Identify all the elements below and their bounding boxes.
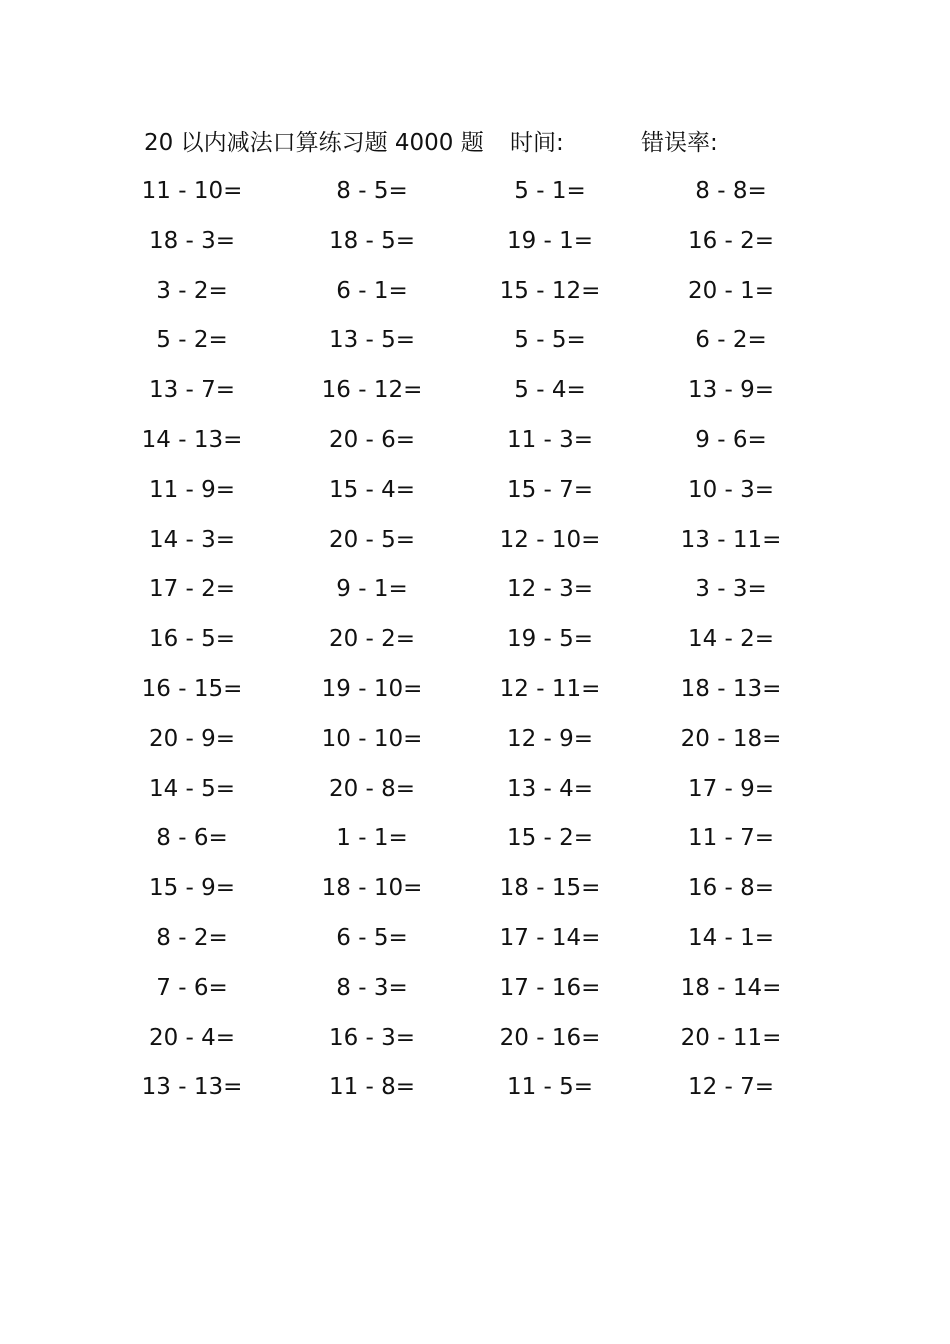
problem-row: [0, 570, 950, 620]
problem-item: 18 - 3=: [148, 227, 236, 254]
problem-row: [0, 421, 950, 471]
problem-row: [0, 819, 950, 869]
problem-item: 18 - 14=: [680, 974, 782, 1001]
problem-item: 14 - 3=: [148, 526, 236, 553]
problem-item: 10 - 10=: [321, 725, 423, 752]
problem-item: 14 - 5=: [148, 775, 236, 802]
problem-item: 20 - 9=: [148, 725, 236, 752]
problem-item: 7 - 6=: [156, 974, 228, 1001]
problem-item: 11 - 7=: [687, 825, 775, 852]
problem-item: 13 - 4=: [506, 775, 594, 802]
problem-row: [0, 869, 950, 919]
problem-item: 12 - 10=: [499, 526, 601, 553]
problem-item: 13 - 9=: [687, 377, 775, 404]
problem-item: 6 - 5=: [336, 924, 408, 951]
problem-item: 8 - 8=: [695, 178, 767, 204]
problem-item: 19 - 10=: [321, 675, 423, 702]
problem-item: 13 - 5=: [328, 327, 416, 354]
problem-item: 13 - 13=: [141, 1074, 243, 1101]
problem-item: 11 - 3=: [506, 426, 594, 453]
problem-row: [0, 272, 950, 322]
problem-row: [0, 969, 950, 1019]
problem-item: 20 - 18=: [680, 725, 782, 752]
problem-item: 19 - 1=: [506, 227, 594, 254]
problem-item: 6 - 2=: [695, 327, 767, 354]
problem-item: 14 - 2=: [687, 626, 775, 653]
problem-item: 12 - 9=: [506, 725, 594, 752]
problem-item: 5 - 5=: [514, 327, 586, 354]
problem-item: 16 - 3=: [328, 1024, 416, 1051]
problem-item: 5 - 4=: [514, 377, 586, 404]
problem-item: 17 - 9=: [687, 775, 775, 802]
problem-item: 1 - 1=: [336, 825, 408, 852]
problem-item: 11 - 10=: [141, 178, 243, 204]
problem-item: 18 - 13=: [680, 675, 782, 702]
problem-item: 15 - 7=: [506, 476, 594, 503]
problem-item: 11 - 9=: [148, 476, 236, 503]
problem-item: 15 - 4=: [328, 476, 416, 503]
problem-item: 14 - 13=: [141, 426, 243, 453]
problem-item: 16 - 12=: [321, 377, 423, 404]
problem-item: 3 - 2=: [156, 277, 228, 304]
problem-item: 20 - 4=: [148, 1024, 236, 1051]
problem-row: [0, 371, 950, 421]
problem-row: [0, 321, 950, 371]
problem-item: 12 - 3=: [506, 576, 594, 603]
problem-item: 9 - 1=: [336, 576, 408, 603]
problem-item: 20 - 11=: [680, 1024, 782, 1051]
worksheet-title: 20 以内减法口算练习题 4000 题: [144, 130, 484, 156]
problem-item: 18 - 10=: [321, 875, 423, 902]
problem-item: 3 - 3=: [695, 576, 767, 603]
problem-item: 14 - 1=: [687, 924, 775, 951]
problem-item: 20 - 2=: [328, 626, 416, 653]
problem-item: 18 - 5=: [328, 227, 416, 254]
problem-item: 15 - 9=: [148, 875, 236, 902]
problem-item: 5 - 1=: [514, 178, 586, 204]
problem-row: [0, 670, 950, 720]
problem-item: 16 - 2=: [687, 227, 775, 254]
problem-item: 16 - 15=: [141, 675, 243, 702]
problem-row: [0, 172, 950, 222]
problem-row: [0, 1068, 950, 1118]
problem-row: [0, 620, 950, 670]
problem-item: 20 - 8=: [328, 775, 416, 802]
problem-row: [0, 471, 950, 521]
time-label: 时间:: [510, 130, 564, 156]
problem-item: 17 - 16=: [499, 974, 601, 1001]
problem-item: 20 - 5=: [328, 526, 416, 553]
problem-item: 20 - 16=: [499, 1024, 601, 1051]
problem-item: 13 - 7=: [148, 377, 236, 404]
problem-item: 12 - 7=: [687, 1074, 775, 1101]
problem-item: 16 - 8=: [687, 875, 775, 902]
problem-item: 15 - 2=: [506, 825, 594, 852]
problem-item: 13 - 11=: [680, 526, 782, 553]
problem-item: 20 - 6=: [328, 426, 416, 453]
problem-item: 11 - 8=: [328, 1074, 416, 1101]
problem-row: [0, 720, 950, 770]
problem-row: [0, 770, 950, 820]
problem-item: 16 - 5=: [148, 626, 236, 653]
problem-item: 5 - 2=: [156, 327, 228, 354]
error-rate-label: 错误率:: [641, 130, 718, 156]
problem-item: 8 - 6=: [156, 825, 228, 852]
problem-row: [0, 919, 950, 969]
problem-item: 6 - 1=: [336, 277, 408, 304]
problem-grid: [0, 172, 950, 1118]
problem-item: 8 - 2=: [156, 924, 228, 951]
problem-item: 8 - 3=: [336, 974, 408, 1001]
problem-item: 19 - 5=: [506, 626, 594, 653]
problem-item: 12 - 11=: [499, 675, 601, 702]
problem-item: 10 - 3=: [687, 476, 775, 503]
problem-row: [0, 1019, 950, 1069]
problem-row: [0, 222, 950, 272]
problem-item: 17 - 2=: [148, 576, 236, 603]
problem-item: 8 - 5=: [336, 178, 408, 204]
problem-item: 15 - 12=: [499, 277, 601, 304]
problem-row: [0, 521, 950, 571]
problem-item: 9 - 6=: [695, 426, 767, 453]
problem-item: 18 - 15=: [499, 875, 601, 902]
problem-item: 17 - 14=: [499, 924, 601, 951]
problem-item: 20 - 1=: [687, 277, 775, 304]
problem-item: 11 - 5=: [506, 1074, 594, 1101]
